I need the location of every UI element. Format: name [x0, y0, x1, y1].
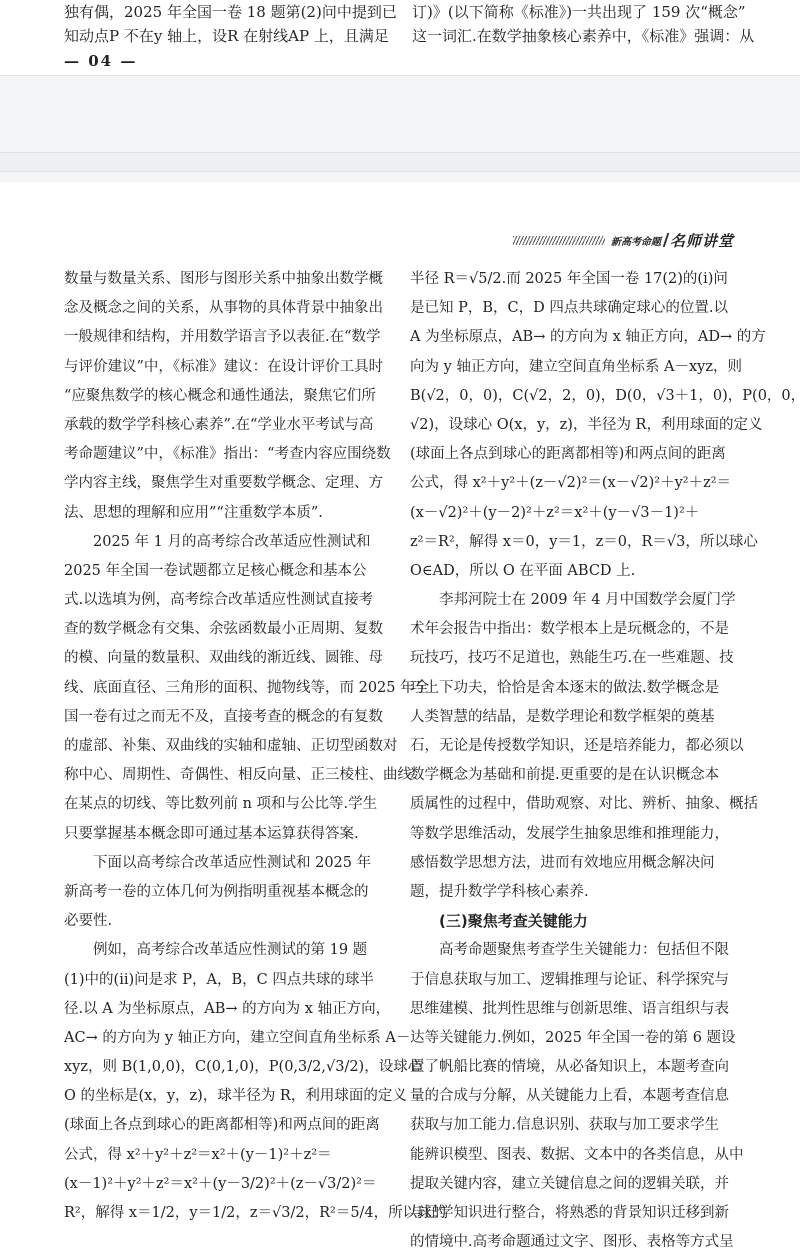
text-line: (x－√2)²＋(y－2)²＋z²＝x²＋(y－√3－1)²＋ [410, 504, 700, 521]
text-line: 法、思想的理解和应用”“注重数学本质”. [64, 504, 323, 521]
text-line: 李邦河院士在 2009 年 4 月中国数学会厦门学 [439, 592, 736, 609]
text-line: 置了帆船比赛的情境，从必备知识上，本题考查向 [410, 1059, 729, 1076]
text-line: 术年会报告中指出：数学根本上是玩概念的，不是 [410, 621, 729, 638]
text-line: 一般规律和结构，并用数学语言予以表征.在“数学 [64, 329, 381, 346]
text-line: 数量与数量关系、图形与图形关系中抽象出数学概 [64, 271, 383, 287]
text-line: 在某点的切线、等比数列前 n 项和与公比等.学生 [64, 796, 378, 813]
text-line: 考命题建议”中，《标准》指出：“考查内容应围绕数 [64, 446, 391, 463]
page-number: — 04 — [64, 52, 138, 70]
text-line: 称中心、周期性、奇偶性、相反向量、正三棱柱、曲线 [64, 767, 412, 784]
text-line: 国一卷有过之而无不及，直接考查的概念的有复数 [64, 708, 383, 725]
text-line: O∈AD，所以 O 在平面 ABCD 上. [410, 562, 636, 579]
text-line: 向为 y 轴正方向，建立空间直角坐标系 A－xyz，则 [410, 358, 742, 375]
text-line: 新高考一卷的立体几何为例指明重视基本概念的 [64, 883, 369, 900]
page-separator [0, 75, 800, 182]
text-line: 玩技巧，技巧不足道也，熟能生巧.在一些难题、技 [410, 650, 734, 667]
text-line: 达等关键能力.例如，2025 年全国一卷的第 6 题设 [410, 1029, 736, 1046]
text-line: 必要性. [64, 913, 113, 930]
text-line: 承载的数学学科核心素养”.在“学业水平考试与高 [64, 416, 374, 433]
text-line: 思维建模、批判性思维与创新思维、语言组织与表 [410, 1000, 729, 1017]
text-line: 能辨识模型、图表、数据、文本中的各类信息，从中 [410, 1146, 744, 1163]
text-line: z²＝R²，解得 x＝0，y＝1，z＝0，R＝√3，所以球心 [410, 533, 758, 550]
text-line: 量的合成与分解，从关键能力上看，本题考查信息 [410, 1088, 729, 1105]
text-line: B(√2，0，0)，C(√2，2，0)，D(0，√3＋1，0)，P(0，0， [410, 387, 805, 404]
text-line: (球面上各点到球心的距离都相等)和两点间的距离 [64, 1117, 380, 1134]
text-line: 查的数学概念有交集、余弦函数最小正周期、复数 [64, 621, 383, 638]
header-title: 名师讲堂 [669, 231, 734, 250]
text-line: A 为坐标原点，AB→ 的方向为 x 轴正方向，AD→ 的方 [410, 329, 766, 346]
text-line: 感悟数学思想方法，进而有效地应用概念解决问 [410, 854, 715, 871]
text-line: 于信息获取与加工、逻辑推理与论证、科学探究与 [410, 971, 729, 988]
text-line: xyz，则 B(1,0,0)，C(0,1,0)，P(0,3/2,√3/2)，设球心 [64, 1059, 423, 1076]
section-heading: (三)聚焦考查关键能力 [439, 912, 588, 931]
text-line: 等数学思维活动，发展学生抽象思维和推理能力， [410, 825, 729, 842]
previous-page-bottom [0, 0, 800, 75]
text-line: 人类智慧的结晶，是数学理论和数学框架的奠基 [410, 708, 715, 725]
text-line: 半径 R＝√5/2.而 2025 年全国一卷 17(2)的(ⅰ)问 [410, 271, 728, 287]
text-line: 提取关键内容，建立关键信息之间的逻辑关联，并 [410, 1175, 729, 1192]
header-subtitle: 新高考命题 [610, 236, 661, 248]
text-line: √2)，设球心 O(x，y，z)，半径为 R，利用球面的定义 [410, 416, 763, 433]
text-line: 下面以高考综合改革适应性测试和 2025 年 [93, 854, 372, 871]
text-line: 线、底面直径、三角形的面积、抛物线等，而 2025 年全 [64, 679, 430, 696]
page-separator-band [0, 152, 800, 172]
text-line: 与评价建议”中，《标准》建议：在设计评价工具时 [64, 358, 384, 375]
text-line: (球面上各点到球心的距离都相等)和两点间的距离 [410, 446, 726, 463]
right-column [410, 265, 805, 1257]
text-line: 径.以 A 为坐标原点，AB→ 的方向为 x 轴正方向， [64, 1000, 391, 1017]
previous-right-line-1: 订)》(以下简称《标准》)一共出现了 159 次“概念” [412, 3, 746, 21]
previous-left-line-2: 知动点P 不在y 轴上，设R 在射线AP 上，且满足 [64, 27, 389, 45]
text-line: 2025 年全国一卷试题都立足核心概念和基本公 [64, 562, 367, 579]
text-line: 巧上下功夫，恰恰是舍本逐末的做法.数学概念是 [410, 679, 720, 696]
text-line: 与已学知识进行整合，将熟悉的背景知识迁移到新 [410, 1205, 729, 1221]
text-line: (x－1)²＋y²＋z²＝x²＋(y－3/2)²＋(z－√3/2)²＝ [64, 1175, 377, 1192]
text-line: 公式，得 x²＋y²＋z²＝x²＋(y－1)²＋z²＝ [64, 1146, 332, 1163]
text-line: 数学概念为基础和前提.更重要的是在认识概念本 [410, 767, 720, 784]
text-line: 获取与加工能力.信息识别、获取与加工要求学生 [410, 1117, 720, 1134]
text-line: 的模、向量的数量积、双曲线的渐近线、圆锥、母 [64, 650, 383, 667]
text-line: 质属性的过程中，借助观察、对比、辨析、抽象、概括 [410, 796, 758, 813]
text-line: (1)中的(ⅱ)问是求 P，A，B，C 四点共球的球半 [64, 971, 374, 988]
text-line: 的虚部、补集、双曲线的实轴和虚轴、正切型函数对 [64, 738, 398, 754]
text-line: 公式，得 x²＋y²＋(z－√2)²＝(x－√2)²＋y²＋z²＝ [410, 475, 732, 492]
text-line: 高考命题聚焦考查学生关键能力：包括但不限 [439, 942, 729, 959]
text-line: 例如，高考综合改革适应性测试的第 19 题 [93, 942, 368, 959]
left-column [64, 265, 447, 1228]
header-divider [663, 233, 670, 247]
text-line: R²，解得 x＝1/2，y＝1/2，z＝√3/2，R²＝5/4，所以球的 [64, 1205, 447, 1221]
text-line: 题，提升数学学科核心素养. [410, 883, 589, 900]
text-line: 学内容主线，聚焦学生对重要数学概念、定理、方 [64, 475, 383, 492]
previous-right-line-2: 这一词汇.在数学抽象核心素养中，《标准》强调：从 [412, 27, 755, 45]
text-line: 是已知 P，B，C，D 四点共球确定球心的位置.以 [410, 300, 728, 317]
text-line: 只要掌握基本概念即可通过基本运算获得答案. [64, 825, 359, 842]
text-line: 念及概念之间的关系，从事物的具体背景中抽象出 [64, 300, 383, 317]
text-line: 的情境中.高考命题通过文字、图形、表格等方式呈 [410, 1234, 734, 1251]
text-line: “应聚焦数学的核心概念和通性通法，聚焦它们所 [64, 387, 376, 404]
text-line: AC→ 的方向为 y 轴正方向，建立空间直角坐标系 A－ [64, 1029, 411, 1046]
text-line: 石，无论是传授数学知识，还是培养能力，都必须以 [410, 738, 744, 754]
text-line: 2025 年 1 月的高考综合改革适应性测试和 [93, 533, 371, 550]
previous-left-line-1: 独有偶，2025 年全国一卷 18 题第(2)问中提到已 [64, 3, 397, 21]
text-line: 式.以选填为例，高考综合改革适应性测试直接考 [64, 592, 374, 609]
header-hatch-decoration [513, 236, 605, 245]
text-line: O 的坐标是(x，y，z)，球半径为 R，利用球面的定义 [64, 1088, 407, 1105]
running-header [513, 230, 734, 250]
